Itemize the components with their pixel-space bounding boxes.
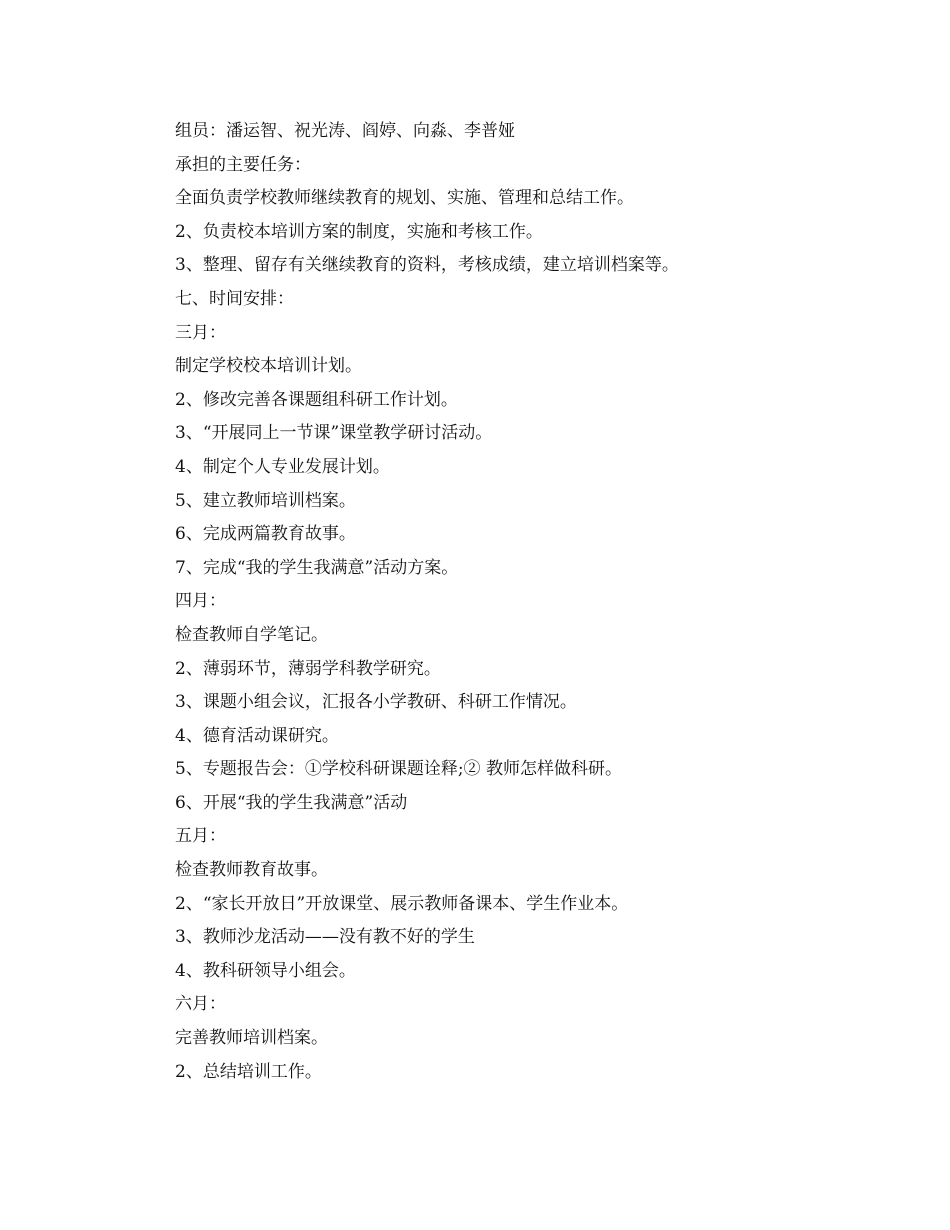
- month-heading-may: 五月：: [175, 826, 226, 847]
- schedule-heading: 七、时间安排：: [175, 288, 294, 309]
- april-item-1: 检查教师自学笔记。: [175, 624, 328, 645]
- march-item-6: 6、完成两篇教育故事。: [175, 524, 356, 545]
- may-item-3: 3、教师沙龙活动——没有教不好的学生: [175, 927, 475, 948]
- may-item-4: 4、教科研领导小组会。: [175, 960, 356, 981]
- month-heading-june: 六月：: [175, 994, 226, 1015]
- task-item-1: 全面负责学校教师继续教育的规划、实施、管理和总结工作。: [175, 188, 634, 209]
- march-item-1: 制定学校校本培训计划。: [175, 356, 362, 377]
- march-item-3: 3、“开展同上一节课”课堂教学研讨活动。: [175, 423, 493, 444]
- main-tasks-heading: 承担的主要任务：: [175, 154, 311, 175]
- may-item-2: 2、“家长开放日”开放课堂、展示教师备课本、学生作业本。: [175, 893, 629, 914]
- june-item-2: 2、总结培训工作。: [175, 1061, 322, 1082]
- april-item-3: 3、课题小组会议，汇报各小学教研、科研工作情况。: [175, 692, 577, 713]
- april-item-4: 4、德育活动课研究。: [175, 725, 339, 746]
- march-item-5: 5、建立教师培训档案。: [175, 490, 356, 511]
- month-heading-march: 三月：: [175, 322, 226, 343]
- april-item-5: 5、专题报告会：①学校科研课题诠释;② 教师怎样做科研。: [175, 759, 622, 780]
- document-body: [175, 115, 875, 1089]
- june-item-1: 完善教师培训档案。: [175, 1028, 328, 1049]
- april-item-6: 6、开展“我的学生我满意”活动: [175, 792, 408, 813]
- team-members-line: 组员：潘运智、祝光涛、阎婷、向淼、李普娅: [175, 121, 515, 141]
- may-item-1: 检查教师教育故事。: [175, 860, 328, 881]
- task-item-2: 2、负责校本培训方案的制度，实施和考核工作。: [175, 221, 543, 242]
- task-item-3: 3、整理、留存有关继续教育的资料，考核成绩，建立培训档案等。: [175, 255, 679, 276]
- april-item-2: 2、薄弱环节，薄弱学科教学研究。: [175, 658, 441, 679]
- march-item-7: 7、完成“我的学生我满意”活动方案。: [175, 557, 459, 578]
- march-item-4: 4、制定个人专业发展计划。: [175, 456, 390, 477]
- month-heading-april: 四月：: [175, 591, 226, 612]
- march-item-2: 2、修改完善各课题组科研工作计划。: [175, 389, 458, 410]
